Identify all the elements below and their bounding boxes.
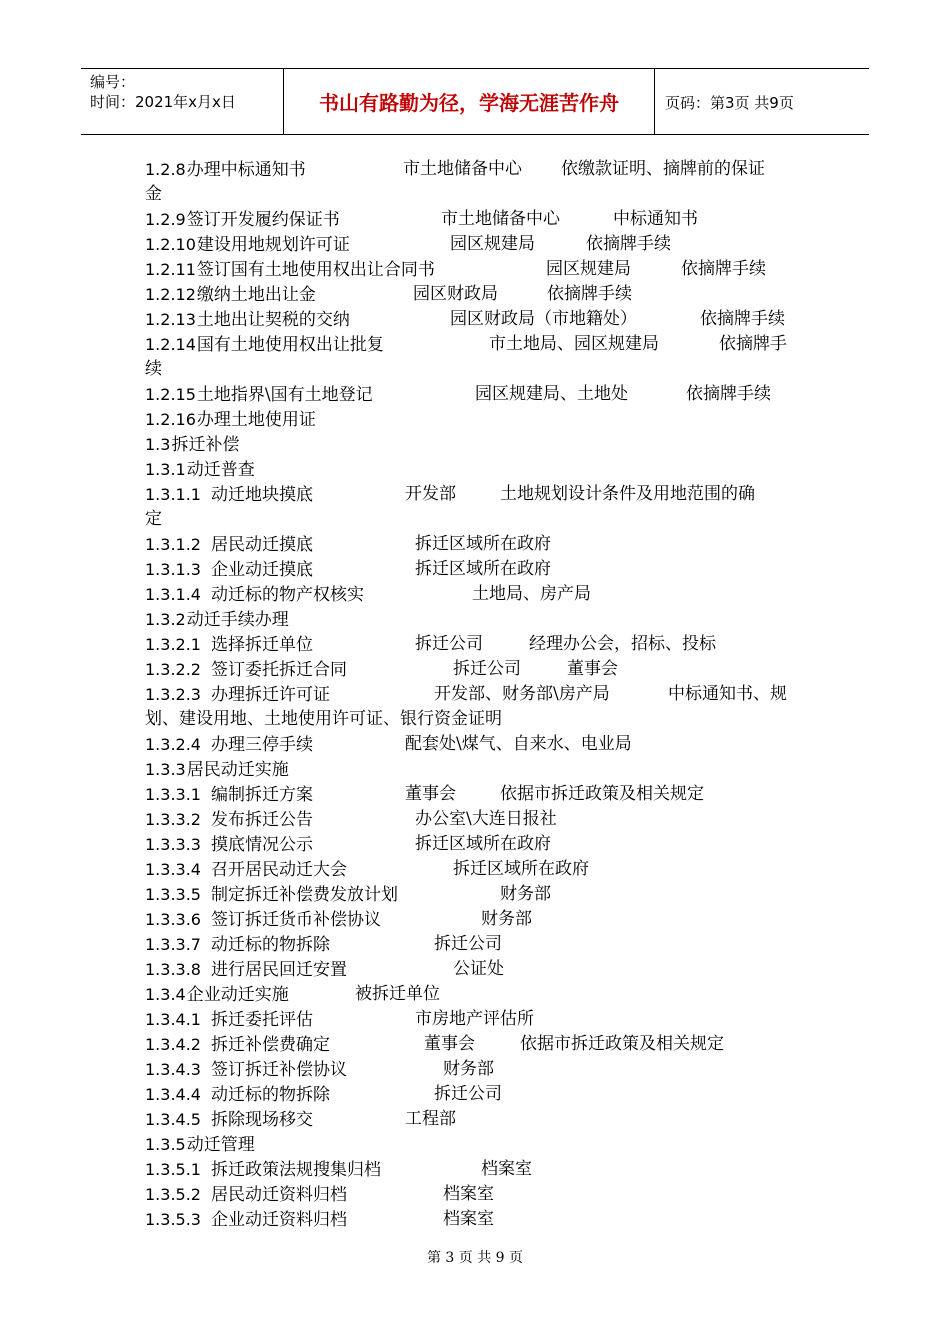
- item-number: 1.2.9: [145, 210, 186, 229]
- item-number: 1.3.1.3: [145, 560, 201, 579]
- list-item: [145, 532, 815, 557]
- item-title: 签订拆迁补偿协议: [210, 1060, 347, 1080]
- item-title: 召开居民动迁大会: [210, 860, 347, 880]
- item-number: 1.3.2: [145, 610, 186, 629]
- list-item: [145, 957, 815, 982]
- document-body: [145, 157, 815, 1232]
- list-item: [145, 882, 815, 907]
- item-basis: 依缴款证明、摘牌前的保证: [561, 159, 765, 179]
- item-heading: [145, 882, 398, 908]
- item-title: 土地出让契税的交纳: [196, 310, 350, 330]
- item-continuation: 金: [145, 184, 162, 204]
- list-item: [145, 482, 815, 507]
- item-number: 1.3.4.2: [145, 1035, 201, 1054]
- list-item: [145, 207, 815, 232]
- list-item: [145, 1107, 815, 1132]
- item-number: 1.3.5.3: [145, 1210, 201, 1229]
- list-item: [145, 382, 815, 407]
- item-department: 市土地局、园区规建局: [489, 334, 659, 354]
- item-department: 拆迁区域所在政府: [415, 559, 551, 579]
- item-number: 1.3.3.8: [145, 960, 201, 979]
- item-title: 企业动迁实施: [186, 985, 289, 1005]
- item-title: 拆迁补偿: [171, 435, 240, 455]
- item-number: 1.3.2.3: [145, 685, 201, 704]
- item-title: 进行居民回迁安置: [210, 960, 347, 980]
- item-heading: [145, 657, 347, 683]
- item-heading: [145, 432, 239, 458]
- item-basis: 土地规划设计条件及用地范围的确: [500, 484, 755, 504]
- item-basis: 依据市拆迁政策及相关规定: [500, 784, 704, 804]
- item-department: 财务部: [443, 1059, 494, 1079]
- item-heading: [145, 407, 316, 433]
- item-department: 配套处\煤气、自来水、电业局: [405, 734, 632, 754]
- item-title: 企业动迁摸底: [210, 560, 313, 580]
- item-number: 1.3.2.2: [145, 660, 201, 679]
- list-item: [145, 657, 815, 682]
- item-basis: 依摘牌手续: [681, 259, 766, 279]
- item-title: 土地指界\国有土地登记: [196, 385, 373, 405]
- item-number: 1.2.13: [145, 310, 196, 329]
- item-number: 1.3.4.3: [145, 1060, 201, 1079]
- item-department: 拆迁区域所在政府: [453, 859, 589, 879]
- item-title: 居民动迁实施: [186, 760, 289, 780]
- list-item: [145, 1132, 815, 1157]
- item-department: 园区规建局、土地处: [475, 384, 628, 404]
- item-title: 动迁标的物拆除: [210, 935, 330, 955]
- item-department: 财务部: [481, 909, 532, 929]
- list-item: [145, 1082, 815, 1107]
- list-item: [145, 257, 815, 282]
- item-title: 办理三停手续: [210, 735, 313, 755]
- item-heading: [145, 1132, 255, 1158]
- item-number: 1.2.12: [145, 285, 196, 304]
- item-heading: [145, 807, 313, 833]
- item-basis: 中标通知书: [613, 209, 698, 229]
- item-department: 拆迁公司: [434, 934, 502, 954]
- list-item: [145, 157, 815, 182]
- item-heading: [145, 1207, 347, 1233]
- list-item: [145, 807, 815, 832]
- item-number: 1.3.5.1: [145, 1160, 201, 1179]
- header-divider: [654, 69, 655, 134]
- item-department: 办公室\大连日报社: [415, 809, 557, 829]
- item-basis: 董事会: [567, 659, 618, 679]
- list-item: [145, 1182, 815, 1207]
- item-heading: [145, 607, 289, 633]
- item-department: 拆迁公司: [415, 634, 483, 654]
- list-item: [145, 582, 815, 607]
- item-department: 拆迁区域所在政府: [415, 834, 551, 854]
- item-number: 1.2.10: [145, 235, 196, 254]
- item-number: 1.2.14: [145, 335, 196, 354]
- item-title: 居民动迁摸底: [210, 535, 313, 555]
- header-page-number: 页码：第3页 共9页: [665, 94, 794, 112]
- item-department: 财务部: [500, 884, 551, 904]
- item-heading: [145, 1157, 381, 1183]
- item-heading: [145, 582, 364, 608]
- item-department: 园区财政局（市地籍处）: [450, 309, 637, 329]
- item-number: 1.3.3.6: [145, 910, 201, 929]
- item-number: 1.3.3.3: [145, 835, 201, 854]
- item-heading: [145, 1057, 347, 1083]
- item-basis: 依摘牌手续: [686, 384, 771, 404]
- item-title: 动迁手续办理: [186, 610, 289, 630]
- item-department: 拆迁公司: [453, 659, 521, 679]
- item-title: 拆迁委托评估: [210, 1010, 313, 1030]
- item-heading: [145, 782, 313, 808]
- item-basis: 经理办公会，招标、投标: [529, 634, 716, 654]
- item-department: 董事会: [424, 1034, 475, 1054]
- item-number: 1.3.1.1: [145, 485, 201, 504]
- item-title: 动迁地块摸底: [210, 485, 313, 505]
- item-title: 编制拆迁方案: [210, 785, 313, 805]
- item-heading: [145, 1032, 330, 1058]
- list-item: [145, 1157, 815, 1182]
- item-title: 建设用地规划许可证: [196, 235, 350, 255]
- item-heading: [145, 157, 306, 183]
- item-heading: [145, 1107, 313, 1133]
- item-heading: [145, 682, 330, 708]
- item-number: 1.3.4.1: [145, 1010, 201, 1029]
- item-department: 拆迁区域所在政府: [415, 534, 551, 554]
- item-department: 园区财政局: [413, 284, 498, 304]
- header-meta: [90, 72, 236, 112]
- item-number: 1.3.3: [145, 760, 186, 779]
- item-heading: [145, 1007, 313, 1033]
- item-heading: [145, 557, 313, 583]
- item-number: 1.3.5.2: [145, 1185, 201, 1204]
- item-heading: [145, 482, 313, 508]
- item-department: 市房地产评估所: [415, 1009, 534, 1029]
- item-title: 动迁标的物产权核实: [210, 585, 364, 605]
- item-number: 1.2.15: [145, 385, 196, 404]
- item-title: 签订开发履约保证书: [186, 210, 340, 230]
- list-item: [145, 832, 815, 857]
- item-department: 档案室: [443, 1184, 494, 1204]
- item-department: 档案室: [481, 1159, 532, 1179]
- item-basis: 依摘牌手续: [586, 234, 671, 254]
- item-title: 签订委托拆迁合同: [210, 660, 347, 680]
- item-basis: 依摘牌手续: [547, 284, 632, 304]
- header-motto: 书山有路勤为径，学海无涯苦作舟: [319, 91, 619, 115]
- item-title: 国有土地使用权出让批复: [196, 335, 384, 355]
- item-number: 1.3: [145, 435, 171, 454]
- item-title: 动迁管理: [186, 1135, 255, 1155]
- list-item: [145, 457, 815, 482]
- item-title: 缴纳土地出让金: [196, 285, 316, 305]
- item-number: 1.3.4: [145, 985, 186, 1004]
- item-continuation: 定: [145, 509, 162, 529]
- list-item: [145, 1032, 815, 1057]
- item-department: 工程部: [405, 1109, 456, 1129]
- item-title: 签订国有土地使用权出让合同书: [196, 260, 435, 280]
- list-item: [145, 632, 815, 657]
- item-number: 1.3.1.4: [145, 585, 201, 604]
- item-heading: [145, 382, 373, 408]
- item-basis: 中标通知书、规: [668, 684, 787, 704]
- item-number: 1.3.4.4: [145, 1085, 201, 1104]
- item-department: 被拆迁单位: [355, 984, 440, 1004]
- item-number: 1.3.5: [145, 1135, 186, 1154]
- list-item: [145, 232, 815, 257]
- item-title: 动迁普查: [186, 460, 255, 480]
- item-heading: [145, 532, 313, 558]
- item-title: 拆迁政策法规搜集归档: [210, 1160, 381, 1180]
- item-heading: [145, 1182, 347, 1208]
- list-item: [145, 332, 815, 357]
- item-heading: [145, 907, 381, 933]
- item-department: 土地局、房产局: [472, 584, 591, 604]
- item-basis: 依摘牌手续: [700, 309, 785, 329]
- item-number: 1.3.1.2: [145, 535, 201, 554]
- item-department: 市土地储备中心: [441, 209, 560, 229]
- item-title: 拆除现场移交: [210, 1110, 313, 1130]
- item-title: 动迁标的物拆除: [210, 1085, 330, 1105]
- item-heading: [145, 982, 289, 1008]
- item-title: 摸底情况公示: [210, 835, 313, 855]
- item-title: 发布拆迁公告: [210, 810, 313, 830]
- item-title: 拆迁补偿费确定: [210, 1035, 330, 1055]
- list-item: [145, 282, 815, 307]
- list-item: [145, 1207, 815, 1232]
- item-title: 制定拆迁补偿费发放计划: [210, 885, 398, 905]
- page-footer: 第 3 页 共 9 页: [426, 1250, 524, 1266]
- item-number: 1.3.2.4: [145, 735, 201, 754]
- item-basis: 依据市拆迁政策及相关规定: [520, 1034, 724, 1054]
- item-number: 1.3.3.7: [145, 935, 201, 954]
- item-number: 1.2.8: [145, 160, 186, 179]
- item-heading: [145, 207, 340, 233]
- item-heading: [145, 307, 350, 333]
- list-item: [145, 857, 815, 882]
- list-item: [145, 1007, 815, 1032]
- item-basis: 依摘牌手: [719, 334, 787, 354]
- item-department: 园区规建局: [546, 259, 631, 279]
- item-heading: [145, 282, 316, 308]
- item-heading: [145, 757, 289, 783]
- item-department: 开发部: [405, 484, 456, 504]
- item-number: 1.3.3.5: [145, 885, 201, 904]
- item-continuation: 划、建设用地、土地使用许可证、银行资金证明: [145, 709, 502, 729]
- list-item: [145, 407, 815, 432]
- doc-id-label: 编号：: [90, 73, 136, 91]
- item-number: 1.3.1: [145, 460, 186, 479]
- doc-time-label: 时间：2021年x月x日: [90, 93, 236, 111]
- item-department: 档案室: [443, 1209, 494, 1229]
- item-department: 拆迁公司: [434, 1084, 502, 1104]
- item-number: 1.2.16: [145, 410, 196, 429]
- item-heading: [145, 732, 313, 758]
- item-number: 1.2.11: [145, 260, 196, 279]
- item-department: 市土地储备中心: [403, 159, 522, 179]
- list-item: [145, 1057, 815, 1082]
- item-number: 1.3.3.1: [145, 785, 201, 804]
- item-title: 办理土地使用证: [196, 410, 316, 430]
- item-number: 1.3.4.5: [145, 1110, 201, 1129]
- item-heading: [145, 232, 350, 258]
- item-title: 办理中标通知书: [186, 160, 306, 180]
- item-number: 1.3.2.1: [145, 635, 201, 654]
- list-item: [145, 682, 815, 707]
- item-heading: [145, 257, 435, 283]
- list-item: [145, 732, 815, 757]
- item-department: 公证处: [453, 959, 504, 979]
- item-continuation: 续: [145, 359, 162, 379]
- item-heading: [145, 832, 313, 858]
- item-heading: [145, 857, 347, 883]
- item-department: 董事会: [405, 784, 456, 804]
- list-item: [145, 432, 815, 457]
- item-title: 签订拆迁货币补偿协议: [210, 910, 381, 930]
- list-item: [145, 932, 815, 957]
- list-item: [145, 782, 815, 807]
- item-title: 企业动迁资料归档: [210, 1210, 347, 1230]
- item-number: 1.3.3.2: [145, 810, 201, 829]
- list-item: [145, 607, 815, 632]
- list-item: [145, 757, 815, 782]
- item-heading: [145, 1082, 330, 1108]
- item-title: 办理拆迁许可证: [210, 685, 330, 705]
- list-item: [145, 557, 815, 582]
- page-header: [81, 68, 869, 135]
- list-item: [145, 982, 815, 1007]
- item-heading: [145, 457, 255, 483]
- item-heading: [145, 632, 313, 658]
- item-heading: [145, 932, 330, 958]
- list-item: [145, 907, 815, 932]
- item-heading: [145, 332, 384, 358]
- item-heading: [145, 957, 347, 983]
- item-number: 1.3.3.4: [145, 860, 201, 879]
- item-department: 开发部、财务部\房产局: [434, 684, 610, 704]
- item-title: 居民动迁资料归档: [210, 1185, 347, 1205]
- item-department: 园区规建局: [450, 234, 535, 254]
- item-title: 选择拆迁单位: [210, 635, 313, 655]
- list-item: [145, 307, 815, 332]
